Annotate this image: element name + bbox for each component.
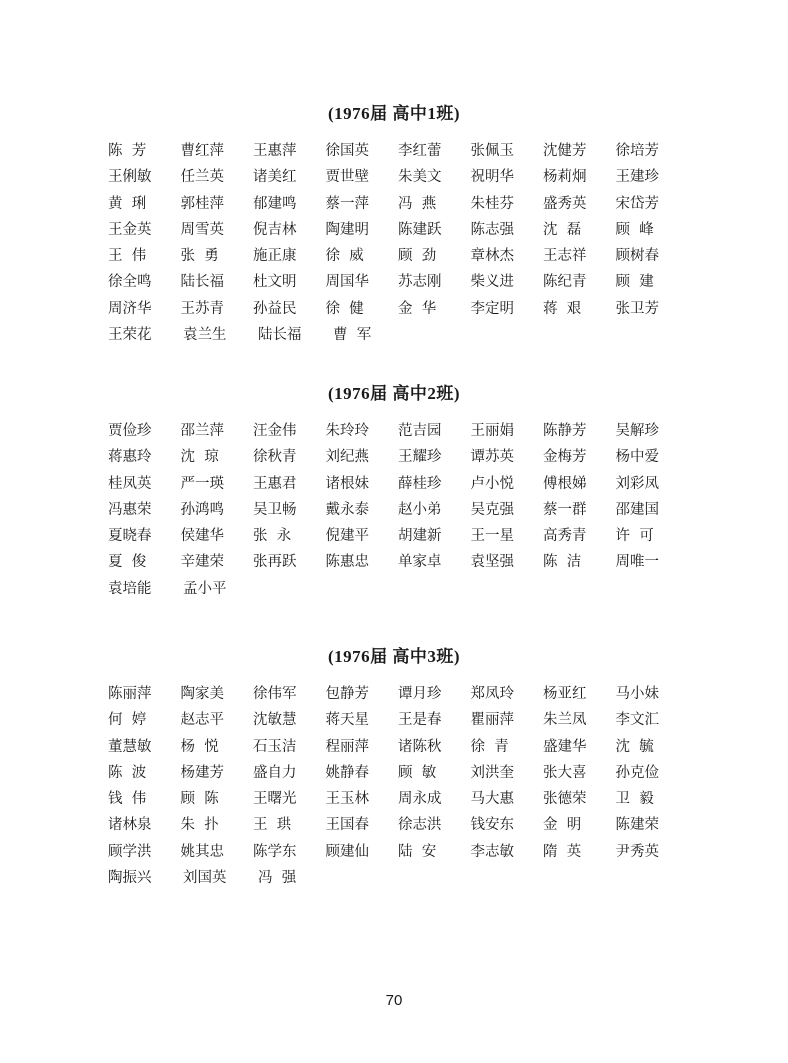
- student-name: 薛桂珍: [398, 475, 442, 492]
- student-name: 金 明: [543, 817, 582, 834]
- student-name: 郁建鸣: [253, 195, 297, 212]
- student-name: 沈 毓: [615, 738, 654, 755]
- student-name: 郑凤玲: [470, 686, 514, 702]
- student-name: 诸林泉: [108, 817, 152, 834]
- student-name: 贾俭珍: [108, 423, 152, 439]
- student-name: 董慧敏: [108, 738, 152, 755]
- student-name: 徐国英: [325, 143, 369, 159]
- student-name: 王 珙: [253, 817, 292, 834]
- student-name: 冯惠荣: [108, 501, 152, 518]
- name-row: [108, 194, 688, 220]
- student-name: 程丽萍: [325, 738, 369, 755]
- student-name: 王荣花: [108, 327, 152, 344]
- name-row: [108, 526, 688, 552]
- student-name: 桂凤英: [108, 475, 152, 492]
- name-row: [108, 579, 688, 605]
- student-name: 严一瑛: [180, 475, 224, 492]
- student-name: 沈 琼: [180, 449, 219, 466]
- student-name: 王玉林: [325, 791, 369, 808]
- section-title: (1976届 高中3班): [327, 647, 461, 666]
- student-name: 王志祥: [543, 248, 587, 265]
- student-name: 贾世壁: [325, 169, 369, 186]
- student-name: 王金英: [108, 221, 152, 238]
- student-name: 顾 劲: [398, 248, 437, 265]
- student-name: 陈 芳: [108, 143, 147, 159]
- name-row: [108, 220, 688, 246]
- student-name: 徐秋青: [253, 449, 297, 466]
- student-name: 瞿丽萍: [470, 712, 514, 729]
- student-name: 诸美红: [253, 169, 297, 186]
- student-name: 谭苏英: [470, 449, 514, 466]
- student-name: 沈 磊: [543, 221, 582, 238]
- name-row: [108, 141, 688, 167]
- student-name: 隋 英: [543, 843, 582, 860]
- student-name: 李文汇: [615, 712, 659, 729]
- student-name: 王苏青: [180, 300, 224, 317]
- student-name: 朱 扑: [180, 817, 219, 834]
- student-name: 郭桂萍: [180, 195, 224, 212]
- student-name: 吴卫畅: [253, 501, 297, 518]
- student-name: 孙鸿鸣: [180, 501, 224, 518]
- student-name: 刘纪燕: [325, 449, 369, 466]
- student-name: 顾建仙: [325, 843, 369, 860]
- student-name: 盛建华: [543, 738, 587, 755]
- student-name: 卢小悦: [470, 475, 514, 492]
- student-name: 陈 洁: [543, 554, 582, 571]
- student-name: 袁坚强: [470, 554, 514, 571]
- student-name: 侯建华: [180, 528, 224, 545]
- student-name: 赵小弟: [398, 501, 442, 518]
- name-row: [108, 868, 688, 894]
- student-name: 蒋惠玲: [108, 449, 152, 466]
- student-name: 曹红萍: [180, 143, 224, 159]
- student-name: 陈惠忠: [325, 554, 369, 571]
- student-name: 王一星: [470, 528, 514, 545]
- student-name: 任兰英: [180, 169, 224, 186]
- student-name: 邵建国: [615, 501, 659, 518]
- name-row: [108, 474, 688, 500]
- student-name: 顾学洪: [108, 843, 152, 860]
- name-row: [108, 272, 688, 298]
- student-name: 陆长福: [180, 274, 224, 291]
- student-name: 姚静春: [325, 764, 369, 781]
- student-name: 孙克俭: [615, 764, 659, 781]
- student-name: 李定明: [470, 300, 514, 317]
- name-row: [108, 789, 688, 815]
- student-name: 王曙光: [253, 791, 297, 808]
- student-name: 金 华: [398, 300, 437, 317]
- student-name: 冯 燕: [398, 195, 437, 212]
- name-row: [108, 500, 688, 526]
- student-name: 朱玲玲: [325, 423, 369, 439]
- student-name: 陈静芳: [543, 423, 587, 439]
- student-name: 张 永: [253, 528, 292, 545]
- student-name: 王是春: [398, 712, 442, 729]
- student-name: 谭月珍: [398, 686, 442, 702]
- student-name: 孟小平: [183, 580, 227, 597]
- student-name: 顾树春: [615, 248, 659, 265]
- student-name: 宋岱芳: [615, 195, 659, 212]
- student-name: 冯 强: [258, 870, 297, 887]
- name-row: [108, 325, 688, 351]
- student-name: 徐 威: [325, 248, 364, 265]
- student-name: 徐伟军: [253, 686, 297, 702]
- student-name: 胡建新: [398, 528, 442, 545]
- student-name: 顾 陈: [180, 791, 219, 808]
- student-name: 马大惠: [470, 791, 514, 808]
- student-name: 徐 青: [470, 738, 509, 755]
- student-name: 钱 伟: [108, 791, 147, 808]
- student-name: 卫 毅: [615, 791, 654, 808]
- student-name: 徐志洪: [398, 817, 442, 834]
- student-name: 曹 军: [333, 327, 372, 344]
- student-name: 王 伟: [108, 248, 147, 265]
- student-name: 张卫芳: [615, 300, 659, 317]
- student-name: 倪建平: [325, 528, 369, 545]
- name-row: [108, 246, 688, 272]
- student-name: 陶建明: [325, 221, 369, 238]
- student-name: 夏晓春: [108, 528, 152, 545]
- student-name: 钱安东: [470, 817, 514, 834]
- student-name: 周国华: [325, 274, 369, 291]
- student-name: 祝明华: [470, 169, 514, 186]
- student-name: 吴克强: [470, 501, 514, 518]
- student-name: 辛建荣: [180, 554, 224, 571]
- name-row: [108, 447, 688, 473]
- student-name: 王建珍: [615, 169, 659, 186]
- name-grid: [108, 141, 688, 351]
- name-row: [108, 763, 688, 789]
- student-name: 杨建芳: [180, 764, 224, 781]
- student-name: 沈敏慧: [253, 712, 297, 729]
- student-name: 陈建荣: [615, 817, 659, 834]
- student-name: 周济华: [108, 300, 152, 317]
- student-name: 汪金伟: [253, 423, 297, 439]
- student-name: 朱兰凤: [543, 712, 587, 729]
- section-title: (1976届 高中1班): [327, 104, 461, 123]
- student-name: 王俐敏: [108, 169, 152, 186]
- student-name: 金梅芳: [543, 449, 587, 466]
- student-name: 杨亚红: [543, 686, 587, 702]
- name-row: [108, 167, 688, 193]
- student-name: 李志敏: [470, 843, 514, 860]
- student-name: 陆长福: [258, 327, 302, 344]
- student-name: 张大喜: [543, 764, 587, 781]
- student-name: 徐培芳: [615, 143, 659, 159]
- student-name: 盛秀英: [543, 195, 587, 212]
- student-name: 石玉洁: [253, 738, 297, 755]
- student-name: 顾 峰: [615, 221, 654, 238]
- student-name: 沈健芳: [543, 143, 587, 159]
- student-name: 王惠君: [253, 475, 297, 492]
- student-name: 单家卓: [398, 554, 442, 571]
- student-name: 刘彩凤: [615, 475, 659, 492]
- student-name: 陈丽萍: [108, 686, 152, 702]
- student-name: 陈志强: [470, 221, 514, 238]
- student-name: 张再跃: [253, 554, 297, 571]
- student-name: 孙益民: [253, 300, 297, 317]
- student-name: 尹秀英: [615, 843, 659, 860]
- student-name: 张 勇: [180, 248, 219, 265]
- student-name: 范吉园: [398, 423, 442, 439]
- student-name: 陈学东: [253, 843, 297, 860]
- student-name: 张佩玉: [470, 143, 514, 159]
- student-name: 刘洪奎: [470, 764, 514, 781]
- student-name: 许 可: [615, 528, 654, 545]
- student-name: 陈建跃: [398, 221, 442, 238]
- student-name: 倪吉林: [253, 221, 297, 238]
- student-name: 黄 琍: [108, 195, 147, 212]
- student-name: 苏志刚: [398, 274, 442, 291]
- student-name: 陶家美: [180, 686, 224, 702]
- student-name: 周永成: [398, 791, 442, 808]
- student-name: 包静芳: [325, 686, 369, 702]
- student-name: 王国春: [325, 817, 369, 834]
- student-name: 陆 安: [398, 843, 437, 860]
- student-name: 高秀青: [543, 528, 587, 545]
- name-grid: [108, 684, 688, 894]
- student-name: 张德荣: [543, 791, 587, 808]
- student-name: 诸根妹: [325, 475, 369, 492]
- student-name: 柴义进: [470, 274, 514, 291]
- name-row: [108, 815, 688, 841]
- student-name: 吴解珍: [615, 423, 659, 439]
- student-name: 王耀珍: [398, 449, 442, 466]
- section-title: (1976届 高中2班): [327, 384, 461, 403]
- student-name: 袁培能: [108, 580, 152, 597]
- student-name: 陈 波: [108, 764, 147, 781]
- student-name: 王丽娟: [470, 423, 514, 439]
- name-row: [108, 737, 688, 763]
- student-name: 蒋天星: [325, 712, 369, 729]
- name-grid: [108, 421, 688, 605]
- student-name: 朱桂芬: [470, 195, 514, 212]
- student-name: 马小妹: [615, 686, 659, 702]
- student-name: 盛自力: [253, 764, 297, 781]
- student-name: 周雪英: [180, 221, 224, 238]
- student-name: 顾 敏: [398, 764, 437, 781]
- student-name: 何 婷: [108, 712, 147, 729]
- student-name: 陈纪青: [543, 274, 587, 291]
- student-name: 傅根娣: [543, 475, 587, 492]
- student-name: 施正康: [253, 248, 297, 265]
- student-name: 杨中爱: [615, 449, 659, 466]
- student-name: 赵志平: [180, 712, 224, 729]
- student-name: 姚其忠: [180, 843, 224, 860]
- name-row: [108, 684, 688, 710]
- student-name: 李红蕾: [398, 143, 442, 159]
- name-row: [108, 842, 688, 868]
- student-name: 王惠萍: [253, 143, 297, 159]
- student-name: 诸陈秋: [398, 738, 442, 755]
- student-name: 刘国英: [183, 870, 227, 887]
- student-name: 袁兰生: [183, 327, 227, 344]
- student-name: 邵兰萍: [180, 423, 224, 439]
- name-row: [108, 710, 688, 736]
- student-name: 蔡一萍: [325, 195, 369, 212]
- student-name: 杨 悦: [180, 738, 219, 755]
- student-name: 顾 建: [615, 274, 654, 291]
- student-name: 陶振兴: [108, 870, 152, 887]
- student-name: 徐全鸣: [108, 274, 152, 291]
- student-name: 朱美文: [398, 169, 442, 186]
- name-row: [108, 552, 688, 578]
- student-name: 周唯一: [615, 554, 659, 571]
- student-name: 蒋 艰: [543, 300, 582, 317]
- student-name: 杜文明: [253, 274, 297, 291]
- student-name: 夏 俊: [108, 554, 147, 571]
- page-number: 70: [385, 992, 403, 1009]
- name-row: [108, 421, 688, 447]
- student-name: 蔡一群: [543, 501, 587, 518]
- name-row: [108, 299, 688, 325]
- student-name: 杨莉炯: [543, 169, 587, 186]
- student-name: 章林杰: [470, 248, 514, 265]
- student-name: 徐 健: [325, 300, 364, 317]
- student-name: 戴永泰: [325, 501, 369, 518]
